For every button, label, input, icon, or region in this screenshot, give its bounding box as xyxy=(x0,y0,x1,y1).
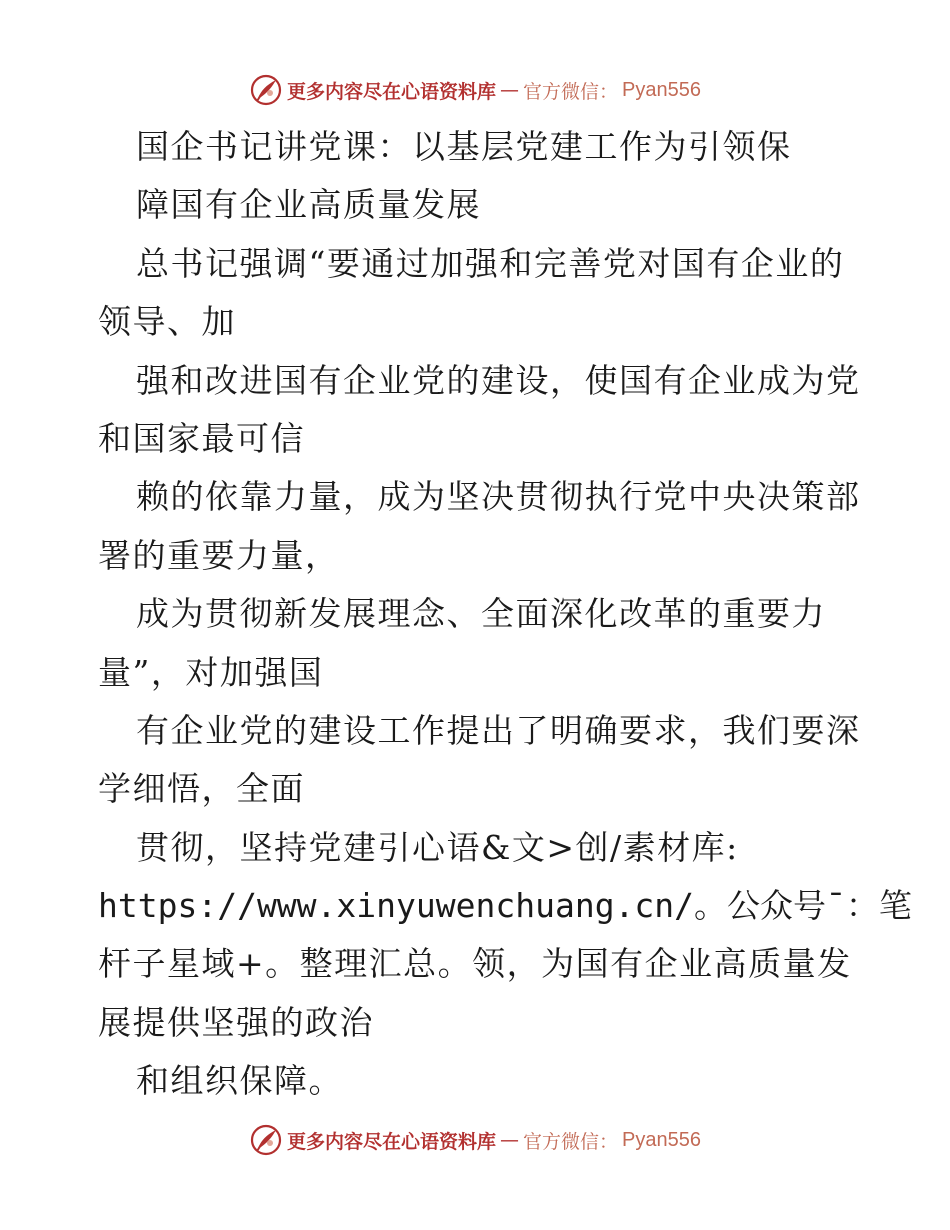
paragraph-line: 和国家最可信 xyxy=(98,418,305,458)
paragraph-line: 杆子星域+。整理汇总。领，为国有企业高质量发 xyxy=(98,944,852,984)
header-banner-text: 更多内容尽在心语资料库 xyxy=(287,80,497,103)
paragraph-line: 展提供坚强的政治 xyxy=(98,1002,374,1042)
quill-logo-icon xyxy=(249,73,283,107)
paragraph-line: 强和改进国有企业党的建设，使国有企业成为党 xyxy=(136,360,861,400)
paragraph-line: 署的重要力量， xyxy=(98,535,340,575)
paragraph-line: 量”，对加强国 xyxy=(98,652,324,692)
header-banner-dash: — xyxy=(500,79,520,101)
footer-banner-dash: — xyxy=(500,1129,520,1151)
title-line-1: 国企书记讲党课：以基层党建工作为引领保 xyxy=(136,127,792,166)
footer-wechat-label: 官方微信： xyxy=(523,1130,619,1153)
paragraph-line: 赖的依靠力量，成为坚决贯彻执行党中央决策部 xyxy=(136,477,861,517)
title-line-2: 障国有企业高质量发展 xyxy=(136,185,481,225)
footer-banner-text: 更多内容尽在心语资料库 xyxy=(287,1130,497,1153)
paragraph-line: 领导、加 xyxy=(98,302,236,342)
header-wechat-id: Pyan556 xyxy=(622,78,701,101)
paragraph-line: 学细悟，全面 xyxy=(98,769,305,809)
quill-logo-icon xyxy=(249,1123,283,1157)
paragraph-line-url: https://www.xinyuwenchuang.cn/。公众号¯：笔 xyxy=(98,886,912,926)
header-wechat-label: 官方微信： xyxy=(523,80,619,103)
paragraph-line: 成为贯彻新发展理念、全面深化改革的重要力 xyxy=(136,594,826,634)
paragraph-line: 总书记强调“要通过加强和完善党对国有企业的 xyxy=(136,243,845,283)
document-body xyxy=(98,118,912,1111)
paragraph-line: 贯彻，坚持党建引心语&文>创/素材库: xyxy=(136,827,739,867)
paragraph-line: 有企业党的建设工作提出了明确要求，我们要深 xyxy=(136,710,861,750)
paragraph-line: 和组织保障。 xyxy=(136,1061,343,1101)
header-banner xyxy=(0,70,950,110)
footer-wechat-id: Pyan556 xyxy=(622,1128,701,1151)
footer-banner xyxy=(0,1120,950,1160)
